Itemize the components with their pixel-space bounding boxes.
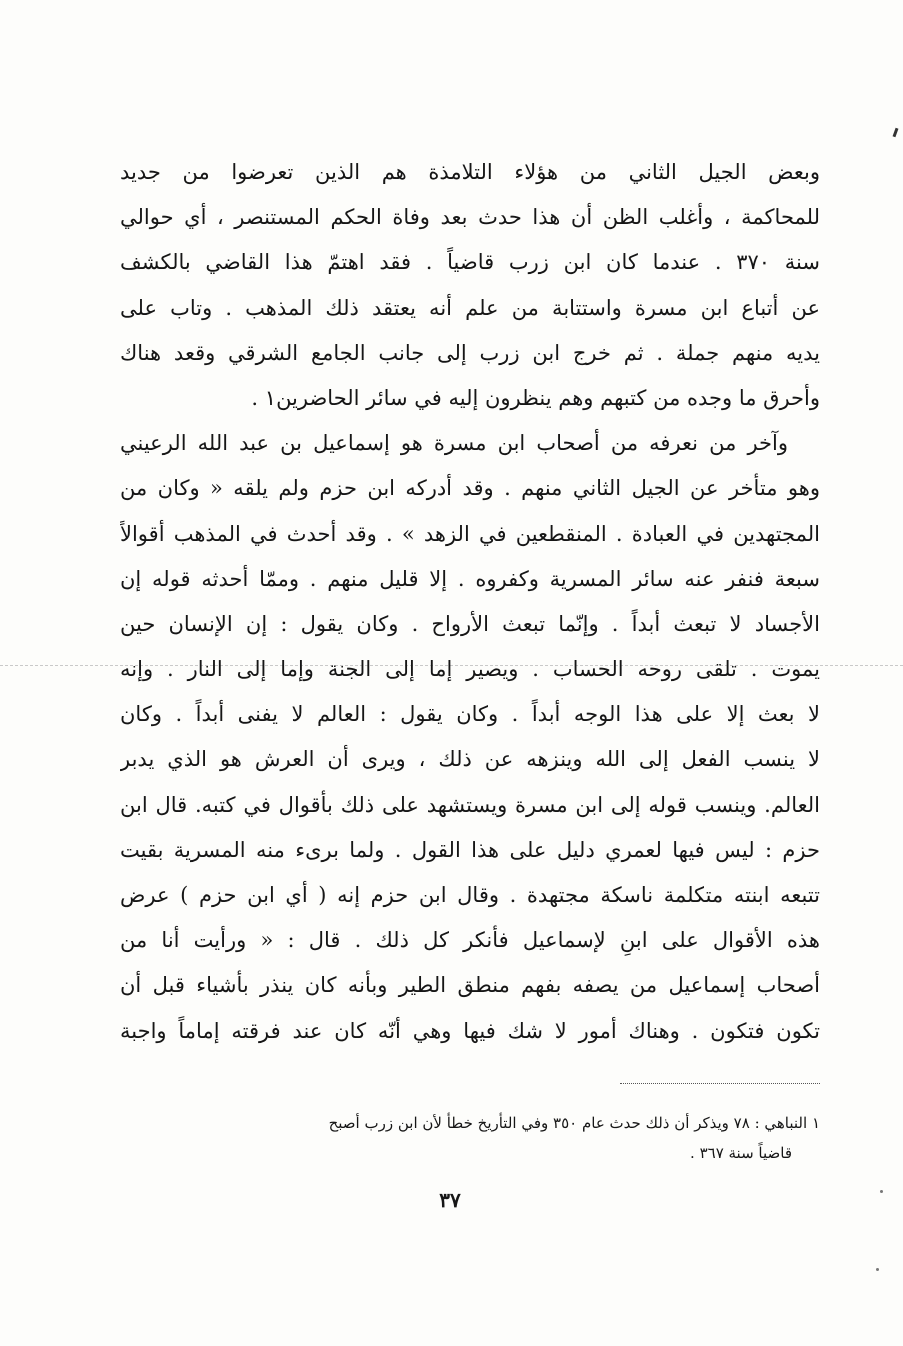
text-line: تكون فتكون . وهناك أمور لا شك فيها وهي أنّه كان عند فرقته إماماً واجبة — [120, 1018, 820, 1043]
text-line: لا بعث إلا على هذا الوجه أبداً . وكان يقول : العالم لا يفنى أبداً . وكان — [120, 702, 820, 727]
text-line: حزم : ليس فيها لعمري دليل على هذا القول . ولما برىء منه المسرية بقيت — [120, 837, 820, 862]
text-line: تتبعه ابنته متكلمة ناسكة مجتهدة . وقال ابن حزم إنه ( أي ابن حزم ) عرض — [120, 883, 820, 907]
scan-edge-mark — [893, 128, 899, 137]
text-line: للمحاكمة ، وأغلب الظن أن هذا حدث بعد وفاة الحكم المستنصر ، أي حوالي — [120, 205, 820, 230]
footnote-line: قاضياً سنة ٣٦٧ . — [690, 1144, 792, 1162]
text-line: العالم. وينسب قوله إلى ابن مسرة ويستشهد على ذلك بأقوال في كتبه. قال ابن — [120, 792, 820, 817]
text-line: وهو متأخر عن الجيل الثاني منهم . وقد أدركه ابن حزم ولم يلقه « وكان من — [120, 476, 820, 501]
text-line: عن أتباع ابن مسرة واستتابة من علم أنه يعتقد ذلك المذهب . وتاب على — [120, 295, 820, 320]
text-line: يموت . تلقى روحه الحساب . ويصير إما إلى الجنة وإما إلى النار . وإنه — [120, 657, 820, 682]
text-line: وأحرق ما وجده من كتبهم وهم ينظرون إليه في سائر الحاضرين١ . — [251, 385, 820, 410]
text-line: سنة ٣٧٠ . عندما كان ابن زرب قاضياً . فقد اهتمّ هذا القاضي بالكشف — [120, 250, 820, 275]
text-line: سبعة فنفر عنه سائر المسرية وكفروه . إلا قليل منهم . وممّا أحدثه قوله إن — [120, 566, 820, 591]
text-line: وبعض الجيل الثاني من هؤلاء التلامذة هم الذين تعرضوا من جديد — [120, 160, 820, 184]
text-line: هذه الأقوال على ابنِ لإسماعيل فأنكر كل ذلك . قال : « ورأيت أنا من — [120, 928, 820, 953]
footnote-line: ١ النباهي : ٧٨ ويذكر أن ذلك حدث عام ٣٥٠ وفي التأريخ خطأ لأن ابن زرب أصبح — [328, 1114, 820, 1132]
text-line: وآخر من نعرفه من أصحاب ابن مسرة هو إسماعيل بن عبد الله الرعيني — [120, 431, 788, 456]
scan-speck — [880, 1190, 883, 1193]
main-text — [120, 150, 820, 1054]
text-line: المجتهدين في العبادة . المنقطعين في الزهد » . وقد أحدث في المذهب أقوالاً — [120, 521, 820, 546]
footnote — [130, 1108, 820, 1168]
text-line: الأجساد لا تبعث أبداً . وإنّما تبعث الأرواح . وكان يقول : إن الإنسان حين — [120, 611, 820, 636]
text-line: أصحاب إسماعيل من يصفه بفهم منطق الطير وبأنه كان ينذر بأشياء قبل أن — [120, 973, 820, 998]
text-line: يديه منهم جملة . ثم خرج ابن زرب إلى جانب الجامع الشرقي وقعد هناك — [120, 340, 820, 365]
scan-speck — [876, 1268, 879, 1271]
page-number: ٣٧ — [439, 1188, 461, 1212]
footnote-separator — [620, 1083, 820, 1084]
text-line: لا ينسب الفعل إلى الله وينزهه عن ذلك ، ويرى أن العرش هو الذي يدبر — [120, 747, 820, 772]
